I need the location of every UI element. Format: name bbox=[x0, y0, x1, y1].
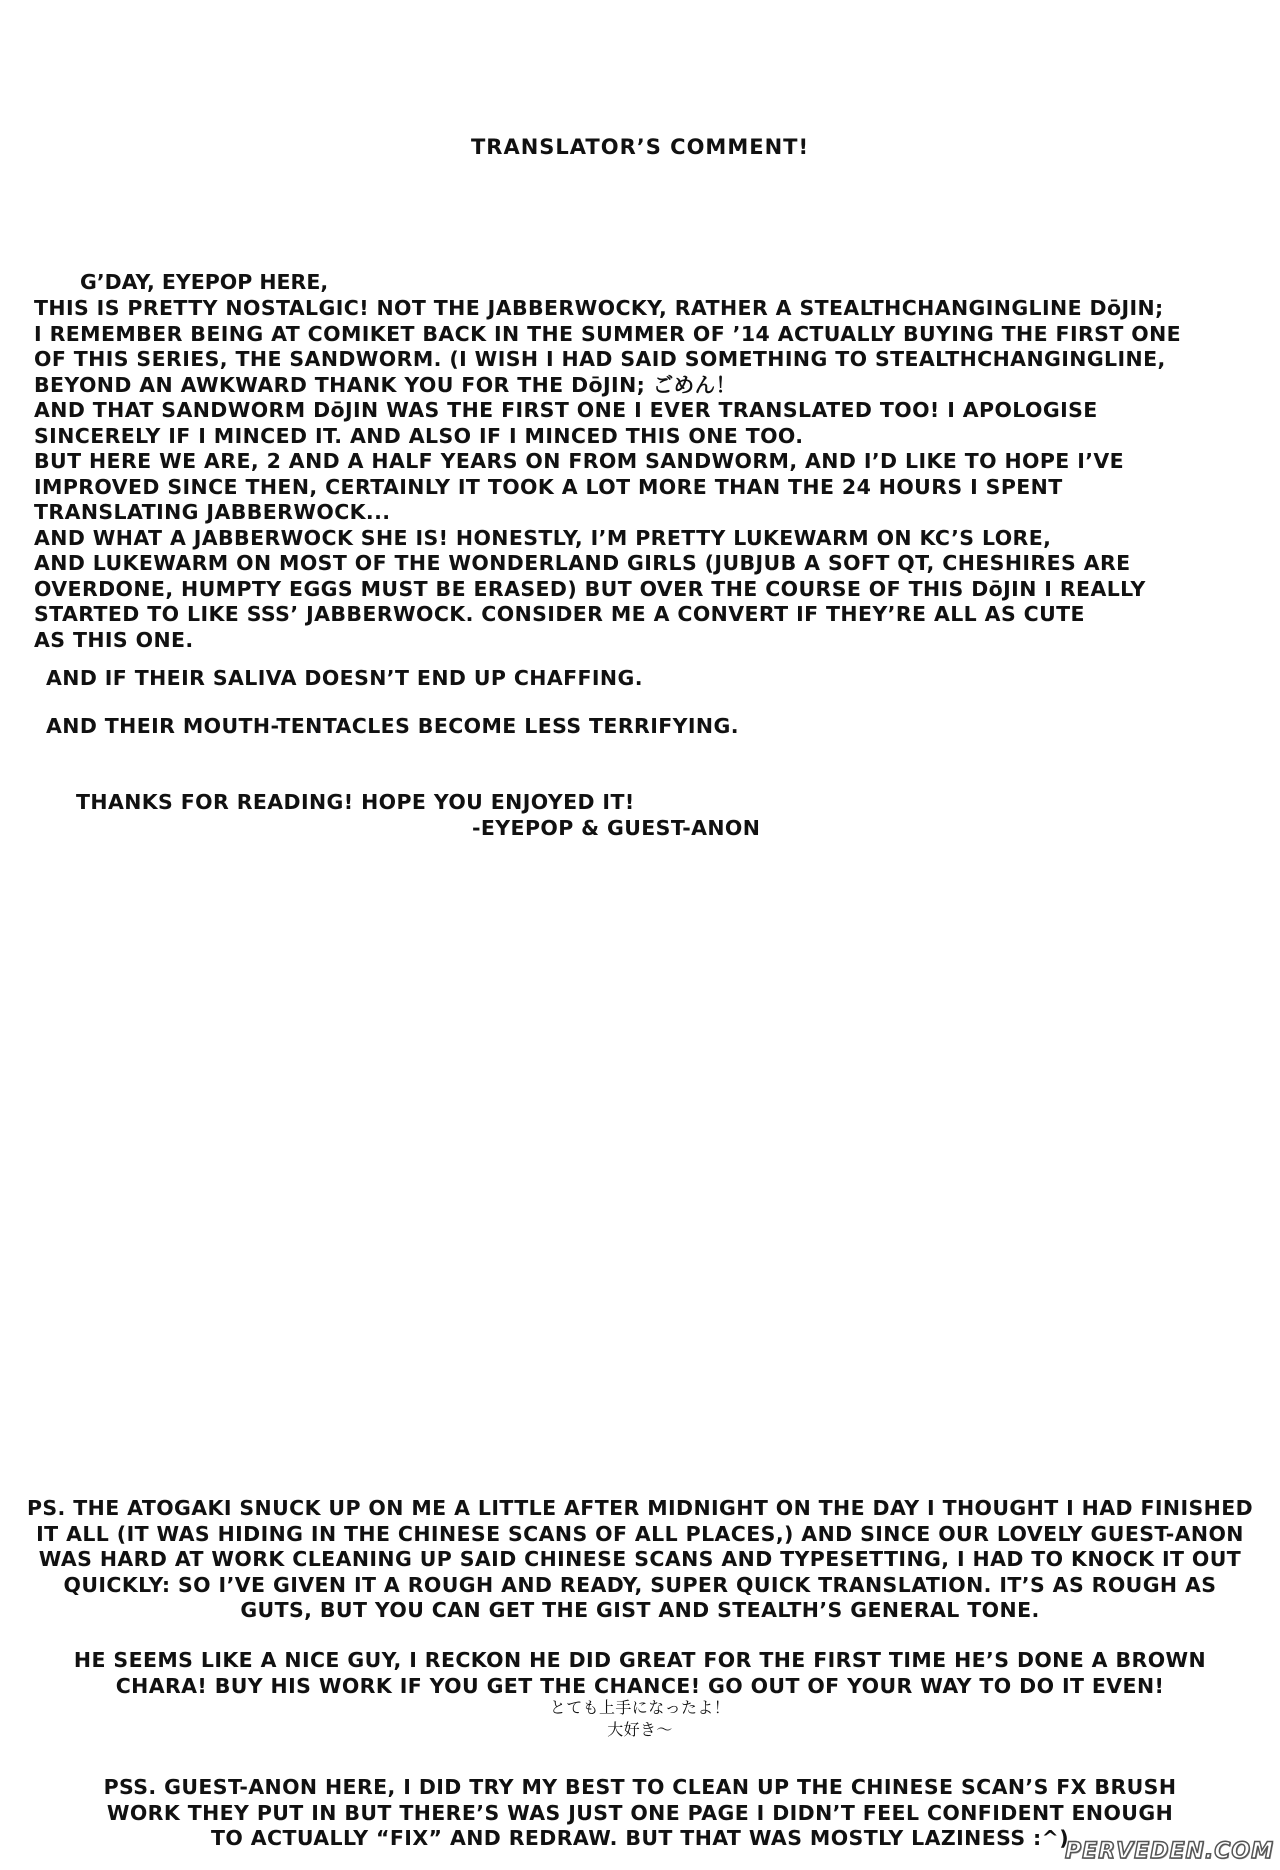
he-line: CHARA! BUY HIS WORK IF YOU GET THE CHANCE! GO OUT OF YOUR WAY TO DO IT EVEN! bbox=[115, 1673, 1165, 1698]
ps-paragraph bbox=[0, 1496, 1280, 1624]
ps-line: PS. THE ATOGAKI SNUCK UP ON ME A LITTLE AFTER MIDNIGHT ON THE DAY I THOUGHT I HAD FINISHED bbox=[26, 1496, 1254, 1520]
watermark-logo: PERVEDEN.COM bbox=[1065, 1839, 1274, 1864]
ps-line: GUTS, BUT YOU CAN GET THE GIST AND STEALTH’S GENERAL TONE. bbox=[240, 1598, 1040, 1622]
main-line: STARTED TO LIKE SSS’ JABBERWOCK. CONSIDER ME A CONVERT IF THEY’RE ALL AS CUTE bbox=[34, 602, 1085, 626]
main-line: BUT HERE WE ARE, 2 AND A HALF YEARS ON FROM SANDWORM, AND I’D LIKE TO HOPE I’VE bbox=[34, 449, 1125, 473]
signature: -EYEPOP & GUEST-ANON bbox=[472, 816, 761, 840]
main-line: THIS IS PRETTY NOSTALGIC! NOT THE JABBERWOCKY, RATHER A STEALTHCHANGINGLINE DōJIN; bbox=[34, 296, 1164, 320]
greeting-line: G’DAY, EYEPOP HERE, bbox=[80, 270, 329, 294]
thanks-line: THANKS FOR READING! HOPE YOU ENJOYED IT! bbox=[76, 790, 635, 814]
ps-line: QUICKLY: SO I’VE GIVEN IT A ROUGH AND READY, SUPER QUICK TRANSLATION. IT’S AS ROUGH AS bbox=[63, 1572, 1217, 1597]
pss-line: WORK THEY PUT IN BUT THERE’S WAS JUST ONE PAGE I DIDN’T FEEL CONFIDENT ENOUGH bbox=[106, 1800, 1174, 1825]
ps-line: WAS HARD AT WORK CLEANING UP SAID CHINESE SCANS AND TYPESETTING, I HAD TO KNOCK IT OUT bbox=[38, 1547, 1242, 1571]
pss-line: PSS. GUEST-ANON HERE, I DID TRY MY BEST TO CLEAN UP THE CHINESE SCAN’S FX BRUSH bbox=[103, 1775, 1177, 1799]
page-title: TRANSLATOR’S COMMENT! bbox=[470, 135, 810, 159]
main-line: BEYOND AN AWKWARD THANK YOU FOR THE DōJIN; ごめん！ bbox=[34, 372, 737, 397]
main-line: AND THAT SANDWORM DōJIN WAS THE FIRST ONE I EVER TRANSLATED TOO! I APOLOGISE bbox=[34, 398, 1098, 422]
japanese-lines bbox=[0, 1697, 1280, 1741]
main-line: I REMEMBER BEING AT COMIKET BACK IN THE SUMMER OF ’14 ACTUALLY BUYING THE FIRST ONE bbox=[34, 321, 1182, 346]
main-paragraph bbox=[34, 296, 1254, 653]
main-line: SINCERELY IF I MINCED IT. AND ALSO IF I MINCED THIS ONE TOO. bbox=[34, 423, 804, 448]
he-line: HE SEEMS LIKE A NICE GUY, I RECKON HE DID GREAT FOR THE FIRST TIME HE’S DONE A BROWN bbox=[73, 1648, 1207, 1672]
main-line: IMPROVED SINCE THEN, CERTAINLY IT TOOK A LOT MORE THAN THE 24 HOURS I SPENT bbox=[34, 474, 1063, 499]
japanese-line: 大好き～ bbox=[607, 1720, 673, 1739]
tentacles-line: AND THEIR MOUTH-TENTACLES BECOME LESS TERRIFYING. bbox=[46, 714, 739, 738]
main-line: OVERDONE, HUMPTY EGGS MUST BE ERASED) BUT OVER THE COURSE OF THIS DōJIN I REALLY bbox=[34, 576, 1146, 601]
main-line: AND LUKEWARM ON MOST OF THE WONDERLAND GIRLS (JUBJUB A SOFT QT, CHESHIRES ARE bbox=[34, 551, 1131, 575]
pss-line: TO ACTUALLY “FIX” AND REDRAW. BUT THAT WAS MOSTLY LAZINESS :^) bbox=[210, 1826, 1069, 1850]
main-line: OF THIS SERIES, THE SANDWORM. (I WISH I HAD SAID SOMETHING TO STEALTHCHANGINGLINE, bbox=[34, 347, 1166, 371]
main-line: AND WHAT A JABBERWOCK SHE IS! HONESTLY, I’M PRETTY LUKEWARM ON KC’S LORE, bbox=[34, 525, 1052, 550]
japanese-line: とても上手になったよ！ bbox=[549, 1698, 731, 1717]
he-paragraph bbox=[0, 1648, 1280, 1699]
ps-line: IT ALL (IT WAS HIDING IN THE CHINESE SCANS OF ALL PLACES,) AND SINCE OUR LOVELY GUEST-ANON bbox=[36, 1521, 1244, 1546]
saliva-line: AND IF THEIR SALIVA DOESN’T END UP CHAFFING. bbox=[46, 666, 643, 690]
main-line: TRANSLATING JABBERWOCK... bbox=[34, 500, 391, 524]
main-line: AS THIS ONE. bbox=[34, 627, 194, 652]
